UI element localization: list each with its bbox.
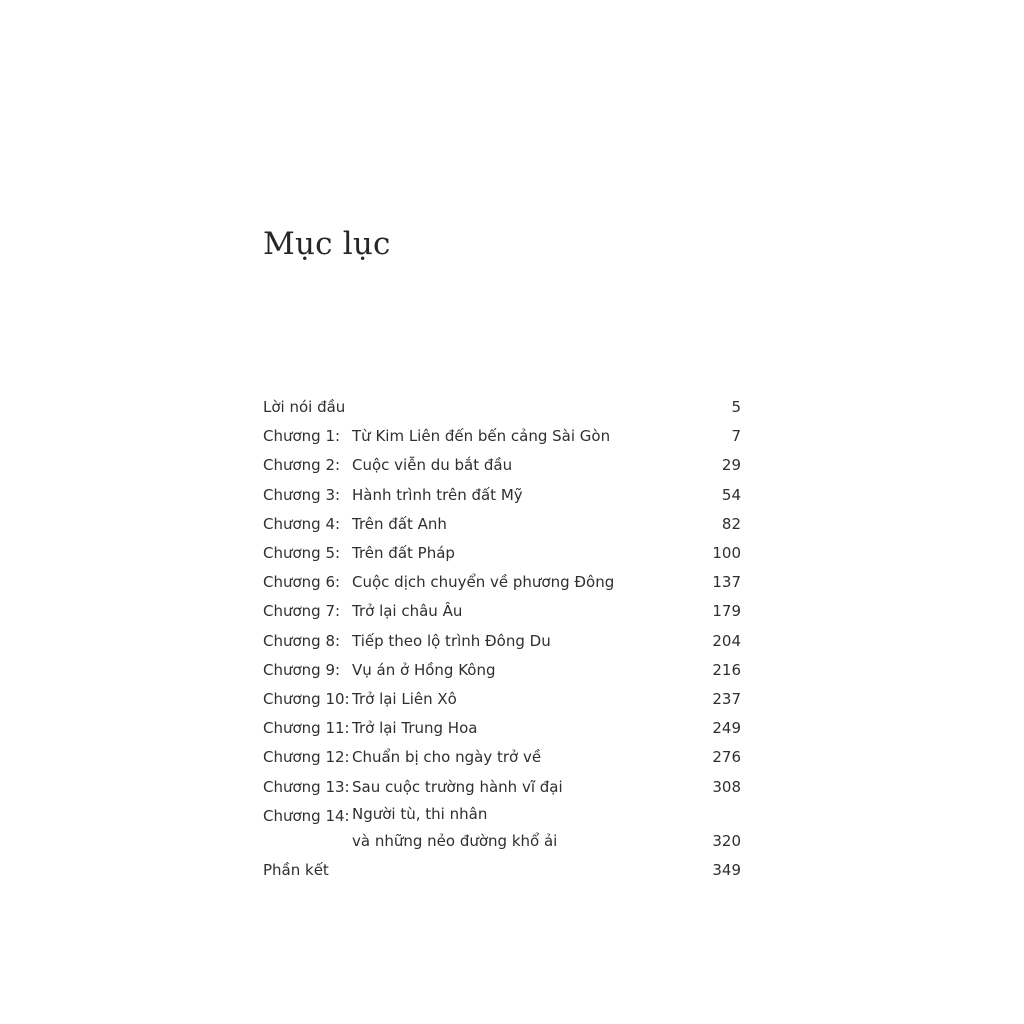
toc-page-number: 308 bbox=[712, 777, 741, 796]
toc-chapter-title bbox=[352, 714, 743, 743]
toc-entry bbox=[263, 422, 743, 451]
toc-title-line: Trở lại châu Âu bbox=[352, 602, 463, 621]
toc-page-number: 349 bbox=[712, 861, 741, 880]
toc-entry bbox=[263, 714, 743, 743]
toc-title-line: Trở lại Liên Xô bbox=[352, 690, 457, 709]
toc-title-line: Tiếp theo lộ trình Đông Du bbox=[352, 631, 551, 650]
toc-chapter-title bbox=[352, 773, 743, 802]
toc-title-line: Cuộc viễn du bắt đầu bbox=[352, 456, 513, 475]
toc-entry bbox=[263, 773, 743, 802]
toc-title-line: Sau cuộc trường hành vĩ đại bbox=[352, 777, 563, 796]
toc-page-number: 137 bbox=[712, 573, 741, 592]
toc-entry bbox=[263, 627, 743, 656]
toc-chapter-title bbox=[352, 481, 743, 510]
toc-page-number: 249 bbox=[712, 719, 741, 738]
toc-chapter-label: Chương 9: bbox=[263, 660, 341, 679]
toc-page-number: 204 bbox=[712, 631, 741, 650]
toc-title-line: Từ Kim Liên đến bến cảng Sài Gòn bbox=[352, 427, 611, 446]
toc-page-number: 54 bbox=[721, 485, 741, 504]
toc-chapter-label: Chương 10: bbox=[263, 690, 350, 709]
page-title: Mục lục bbox=[263, 226, 391, 262]
toc-chapter-title bbox=[352, 656, 743, 685]
toc-page-number: 29 bbox=[721, 456, 741, 475]
toc-entry bbox=[263, 802, 743, 856]
toc-chapter-label: Chương 1: bbox=[263, 427, 341, 446]
toc-chapter-title bbox=[352, 510, 743, 539]
toc-entry bbox=[263, 856, 743, 885]
toc-title-line: Người tù, thi nhân bbox=[352, 804, 488, 823]
toc-entry bbox=[263, 656, 743, 685]
toc-title-line: Trở lại Trung Hoa bbox=[352, 719, 478, 738]
toc-title-line: Hành trình trên đất Mỹ bbox=[352, 485, 523, 504]
toc-page-number: 320 bbox=[712, 831, 741, 850]
toc-chapter-title bbox=[352, 422, 743, 451]
toc-title-line: Chuẩn bị cho ngày trở về bbox=[352, 748, 542, 767]
toc-chapter-label: Chương 11: bbox=[263, 719, 350, 738]
toc-chapter-label: Chương 3: bbox=[263, 485, 341, 504]
toc-entry bbox=[263, 568, 743, 597]
toc-entry bbox=[263, 510, 743, 539]
toc-chapter-label: Chương 12: bbox=[263, 748, 350, 767]
toc-title-line: Cuộc dịch chuyển về phương Đông bbox=[352, 573, 615, 592]
toc-title-line: Phần kết bbox=[263, 861, 329, 880]
toc-page-number: 7 bbox=[731, 427, 741, 446]
toc-chapter-label: Chương 13: bbox=[263, 777, 350, 796]
toc-title-line: Trên đất Pháp bbox=[352, 544, 455, 563]
toc-chapter-title bbox=[263, 393, 743, 422]
toc-page-number: 100 bbox=[712, 544, 741, 563]
toc-page-number: 216 bbox=[712, 660, 741, 679]
toc-chapter-title bbox=[352, 627, 743, 656]
toc-chapter-title bbox=[352, 802, 743, 856]
toc-chapter-title bbox=[352, 451, 743, 480]
toc-title-line: Trên đất Anh bbox=[352, 514, 447, 533]
toc-chapter-title bbox=[352, 685, 743, 714]
toc-chapter-label: Chương 4: bbox=[263, 514, 341, 533]
toc-entry bbox=[263, 539, 743, 568]
toc-chapter-title bbox=[352, 743, 743, 772]
toc-chapter-label: Chương 14: bbox=[263, 806, 350, 825]
toc-chapter-title bbox=[352, 539, 743, 568]
toc-chapter-label: Chương 6: bbox=[263, 573, 341, 592]
table-of-contents bbox=[263, 393, 743, 885]
toc-chapter-title bbox=[352, 568, 743, 597]
toc-title-line: Vụ án ở Hồng Kông bbox=[352, 660, 496, 679]
toc-page-number: 276 bbox=[712, 748, 741, 767]
toc-page-number: 82 bbox=[721, 514, 741, 533]
toc-chapter-label: Chương 7: bbox=[263, 602, 341, 621]
toc-entry bbox=[263, 685, 743, 714]
toc-entry bbox=[263, 597, 743, 626]
toc-entry bbox=[263, 451, 743, 480]
toc-title-line: và những nẻo đường khổ ải bbox=[352, 831, 558, 850]
toc-title-line: Lời nói đầu bbox=[263, 398, 346, 416]
toc-entry bbox=[263, 743, 743, 772]
toc-chapter-title bbox=[352, 597, 743, 626]
toc-chapter-label: Chương 8: bbox=[263, 631, 341, 650]
toc-entry bbox=[263, 481, 743, 510]
toc-page-number: 237 bbox=[712, 690, 741, 709]
toc-chapter-label: Chương 5: bbox=[263, 544, 341, 563]
toc-chapter-title bbox=[263, 856, 743, 885]
toc-entry bbox=[263, 393, 743, 422]
toc-page-number: 179 bbox=[712, 602, 741, 621]
toc-page-number: 5 bbox=[731, 398, 741, 416]
toc-chapter-label: Chương 2: bbox=[263, 456, 341, 475]
